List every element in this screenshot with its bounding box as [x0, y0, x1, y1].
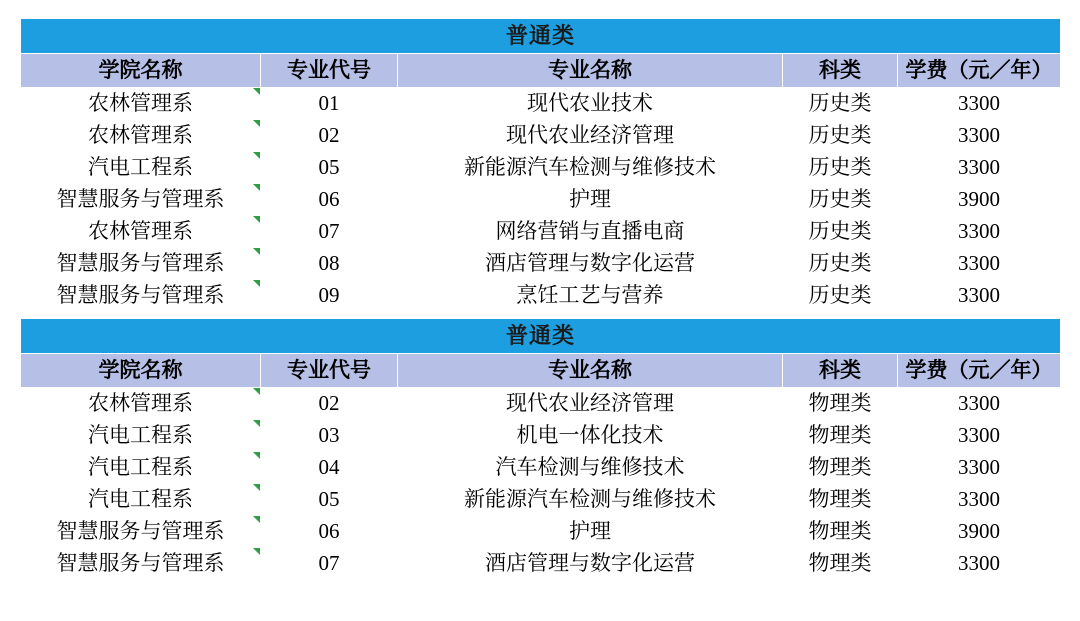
cell-tuition: 3300 [898, 388, 1061, 420]
table-row [21, 88, 1061, 120]
table-row [21, 484, 1061, 516]
cell-subject-type: 物理类 [783, 420, 898, 452]
cell-college: 智慧服务与管理系 [21, 248, 261, 280]
cell-subject-type: 物理类 [783, 452, 898, 484]
section-divider [0, 312, 1080, 316]
cell-major-code: 06 [261, 516, 398, 548]
cell-tuition: 3900 [898, 516, 1061, 548]
cell-major-code: 05 [261, 152, 398, 184]
cell-tuition: 3300 [898, 484, 1061, 516]
cell-major-name: 护理 [398, 184, 783, 216]
cell-college: 智慧服务与管理系 [21, 516, 261, 548]
admission-table-section-1 [20, 18, 1061, 312]
cell-tuition: 3300 [898, 88, 1061, 120]
cell-major-code: 09 [261, 280, 398, 312]
table-row [21, 388, 1061, 420]
column-header-tuition: 学费（元／年） [898, 54, 1061, 88]
cell-major-code: 08 [261, 248, 398, 280]
cell-major-name: 现代农业经济管理 [398, 120, 783, 152]
table-row [21, 420, 1061, 452]
table-row [21, 120, 1061, 152]
column-header-row [21, 354, 1061, 388]
cell-tuition: 3300 [898, 280, 1061, 312]
cell-subject-type: 物理类 [783, 548, 898, 580]
column-header-major-code: 专业代号 [261, 354, 398, 388]
cell-college: 汽电工程系 [21, 420, 261, 452]
cell-tuition: 3300 [898, 120, 1061, 152]
cell-tuition: 3300 [898, 548, 1061, 580]
table-row [21, 452, 1061, 484]
section-title-row [21, 19, 1061, 54]
cell-college: 农林管理系 [21, 88, 261, 120]
cell-major-code: 01 [261, 88, 398, 120]
column-header-subject-type: 科类 [783, 54, 898, 88]
cell-subject-type: 历史类 [783, 88, 898, 120]
cell-subject-type: 历史类 [783, 184, 898, 216]
cell-subject-type: 物理类 [783, 516, 898, 548]
column-header-college: 学院名称 [21, 354, 261, 388]
cell-college: 智慧服务与管理系 [21, 184, 261, 216]
table-row [21, 280, 1061, 312]
cell-major-code: 06 [261, 184, 398, 216]
cell-tuition: 3300 [898, 216, 1061, 248]
cell-subject-type: 历史类 [783, 248, 898, 280]
cell-subject-type: 物理类 [783, 388, 898, 420]
cell-major-name: 现代农业技术 [398, 88, 783, 120]
table-row [21, 152, 1061, 184]
cell-college: 汽电工程系 [21, 152, 261, 184]
cell-major-name: 酒店管理与数字化运营 [398, 248, 783, 280]
cell-tuition: 3300 [898, 452, 1061, 484]
cell-tuition: 3300 [898, 248, 1061, 280]
cell-college: 农林管理系 [21, 388, 261, 420]
column-header-college: 学院名称 [21, 54, 261, 88]
cell-subject-type: 物理类 [783, 484, 898, 516]
cell-major-name: 汽车检测与维修技术 [398, 452, 783, 484]
cell-major-code: 04 [261, 452, 398, 484]
cell-major-code: 03 [261, 420, 398, 452]
cell-college: 智慧服务与管理系 [21, 280, 261, 312]
column-header-major-name: 专业名称 [398, 354, 783, 388]
cell-major-name: 网络营销与直播电商 [398, 216, 783, 248]
cell-subject-type: 历史类 [783, 120, 898, 152]
cell-major-code: 07 [261, 216, 398, 248]
cell-college: 汽电工程系 [21, 484, 261, 516]
column-header-tuition: 学费（元／年） [898, 354, 1061, 388]
column-header-major-code: 专业代号 [261, 54, 398, 88]
cell-major-name: 酒店管理与数字化运营 [398, 548, 783, 580]
table-row [21, 248, 1061, 280]
cell-tuition: 3900 [898, 184, 1061, 216]
cell-major-name: 烹饪工艺与营养 [398, 280, 783, 312]
cell-major-code: 07 [261, 548, 398, 580]
cell-major-code: 05 [261, 484, 398, 516]
column-header-row [21, 54, 1061, 88]
cell-major-code: 02 [261, 388, 398, 420]
cell-college: 汽电工程系 [21, 452, 261, 484]
document-page [0, 18, 1080, 621]
cell-tuition: 3300 [898, 152, 1061, 184]
cell-college: 智慧服务与管理系 [21, 548, 261, 580]
section-title: 普通类 [21, 19, 1061, 54]
column-header-major-name: 专业名称 [398, 54, 783, 88]
admission-table-section-2 [20, 318, 1061, 580]
column-header-subject-type: 科类 [783, 354, 898, 388]
cell-major-name: 现代农业经济管理 [398, 388, 783, 420]
cell-major-name: 新能源汽车检测与维修技术 [398, 484, 783, 516]
cell-subject-type: 历史类 [783, 280, 898, 312]
cell-major-name: 新能源汽车检测与维修技术 [398, 152, 783, 184]
cell-major-name: 护理 [398, 516, 783, 548]
table-row [21, 184, 1061, 216]
cell-subject-type: 历史类 [783, 216, 898, 248]
table-row [21, 548, 1061, 580]
cell-subject-type: 历史类 [783, 152, 898, 184]
cell-college: 农林管理系 [21, 216, 261, 248]
section-title-row [21, 319, 1061, 354]
cell-major-code: 02 [261, 120, 398, 152]
cell-major-name: 机电一体化技术 [398, 420, 783, 452]
table-row [21, 516, 1061, 548]
table-row [21, 216, 1061, 248]
cell-college: 农林管理系 [21, 120, 261, 152]
section-title: 普通类 [21, 319, 1061, 354]
cell-tuition: 3300 [898, 420, 1061, 452]
